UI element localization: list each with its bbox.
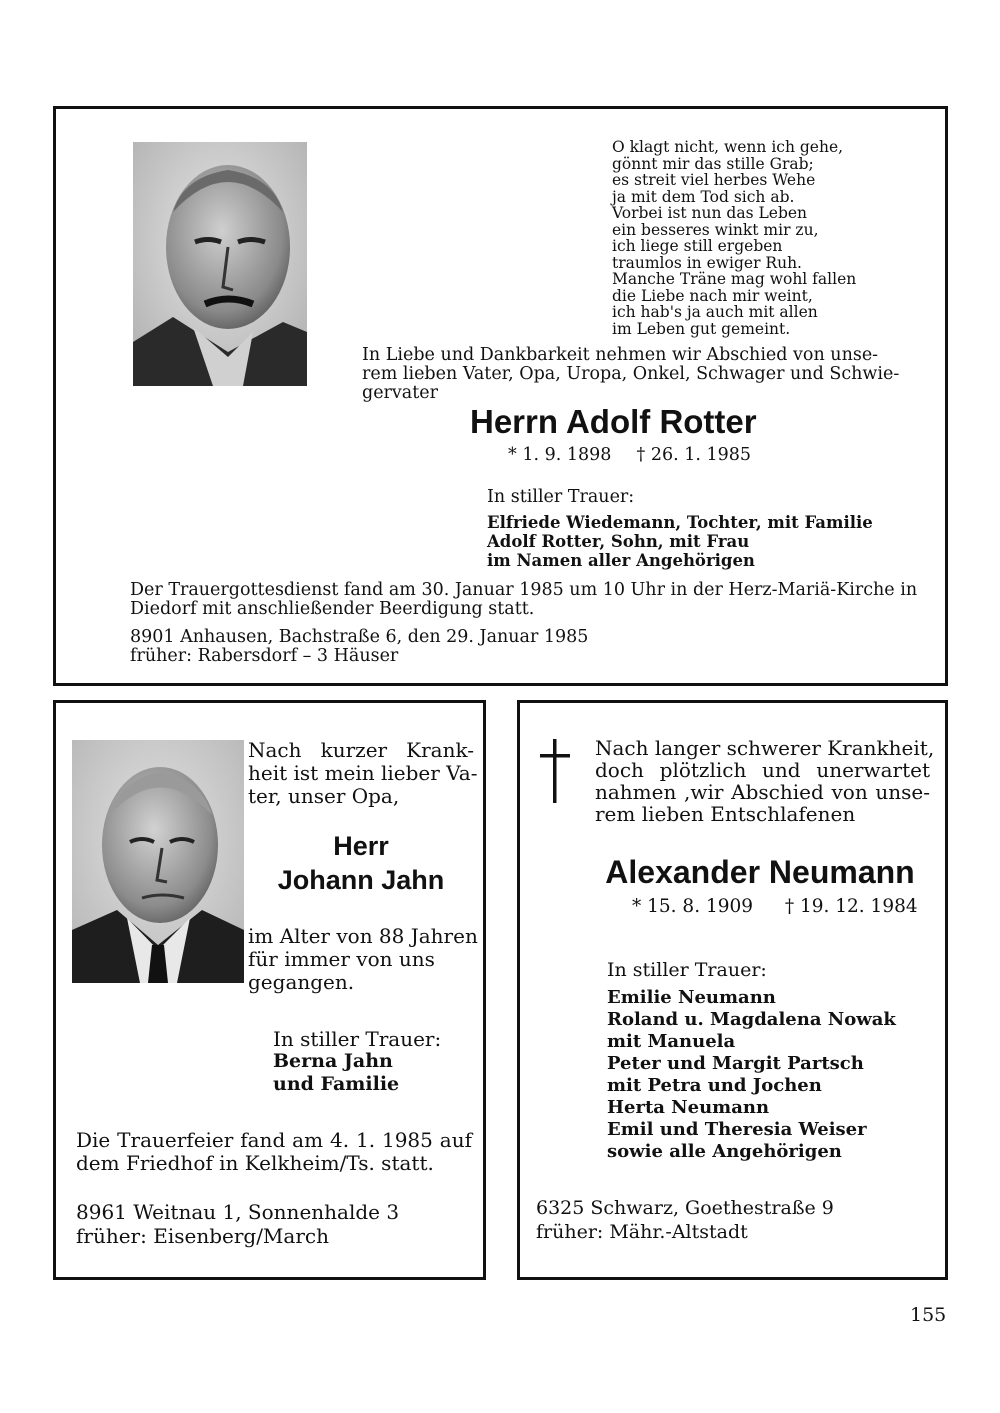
service-line: Diedorf mit anschließender Beerdigung statt. [130, 599, 535, 619]
after-line: für immer von uns [248, 947, 435, 971]
poem-line: gönnt mir das stille Grab; [612, 154, 814, 173]
obituary-johann-jahn [53, 700, 486, 1280]
poem-line: traumlos in ewiger Ruh. [612, 253, 802, 272]
poem-line: im Leben gut gemeint. [612, 319, 791, 338]
service-line: Die Trauerfeier fand am 4. 1. 1985 auf [76, 1128, 472, 1152]
obituary-alexander-neumann [517, 700, 948, 1280]
intro-line: In Liebe und Dankbarkeit nehmen wir Abschied von unse- [362, 345, 879, 365]
mourners-list [487, 513, 873, 570]
cross-icon [540, 739, 570, 803]
after-text [248, 925, 478, 994]
after-line: gegangen. [248, 970, 355, 994]
address [130, 628, 588, 666]
intro-line: gervater [362, 383, 438, 403]
address-line: 8961 Weitnau 1, Sonnenhalde 3 [76, 1200, 400, 1224]
intro-line: rem lieben Vater, Opa, Uropa, Onkel, Schwager und Schwie- [362, 364, 900, 384]
mourner: mit Petra und Jochen [607, 1075, 822, 1096]
poem [612, 139, 856, 337]
mourner: Adolf Rotter, Sohn, mit Frau [487, 532, 750, 551]
poem-line: es streit viel herbes Wehe [612, 171, 816, 189]
address-line: früher: Mähr.-Altstadt [536, 1221, 748, 1243]
address-line: früher: Eisenberg/March [76, 1224, 329, 1248]
poem-line: ich liege still ergeben [612, 237, 783, 255]
intro-line: heit ist mein lieber Va- [248, 761, 478, 785]
mourner: Roland u. Magdalena Nowak [607, 1009, 896, 1030]
mourner: Peter und Margit Partsch [607, 1053, 864, 1074]
intro-line: rem lieben Entschlafenen [595, 802, 856, 826]
mourner: mit Manuela [607, 1031, 736, 1052]
service-info [130, 581, 917, 619]
portrait-illustration [133, 142, 307, 386]
intro-text [362, 345, 900, 403]
portrait-photo-adolf-rotter [133, 142, 307, 386]
death-date: † 26. 1. 1985 [636, 445, 752, 465]
intro-line: Nach langer schwerer Krankheit, [595, 736, 935, 760]
mourner: und Familie [273, 1073, 400, 1095]
portrait-illustration [72, 740, 244, 983]
poem-line: Manche Träne mag wohl fallen [612, 270, 857, 288]
page-number: 155 [910, 1304, 947, 1326]
birth-date: * 15. 8. 1909 [632, 896, 754, 917]
after-line: im Alter von 88 Jahren [248, 924, 478, 948]
mourning-label: In stiller Trauer: [487, 487, 635, 507]
obituary-adolf-rotter [53, 106, 948, 686]
poem-line: Vorbei ist nun das Leben [612, 204, 808, 222]
intro-line: ter, unser Opa, [248, 784, 400, 808]
address-line: früher: Rabersdorf – 3 Häuser [130, 646, 399, 666]
name-title: Herr [333, 831, 389, 861]
mourner: im Namen aller Angehörigen [487, 551, 755, 570]
poem-line: die Liebe nach mir weint, [612, 286, 813, 305]
poem-line: ein besseres winkt mir zu, [612, 220, 819, 239]
life-dates [508, 446, 751, 465]
intro-line: Nach kurzer Krank- [248, 738, 474, 762]
life-dates [632, 896, 918, 917]
service-line: Der Trauergottesdienst fand am 30. Januar 1985 um 10 Uhr in der Herz-Mariä-Kirche in [130, 580, 918, 600]
intro-line: nahmen ,wir Abschied von unse- [595, 780, 930, 804]
address-line: 6325 Schwarz, Goethestraße 9 [536, 1197, 834, 1219]
deceased-name [248, 829, 474, 897]
mourning-label: In stiller Trauer: [273, 1027, 442, 1051]
deceased-name: Alexander Neumann [605, 854, 915, 890]
poem-line: ja mit dem Tod sich ab. [612, 187, 795, 206]
address [76, 1200, 399, 1248]
death-date: † 19. 12. 1984 [784, 896, 918, 917]
service-info [76, 1129, 472, 1175]
intro-line: doch plötzlich und unerwartet [595, 758, 930, 782]
mourning-label: In stiller Trauer: [607, 959, 767, 981]
service-line: dem Friedhof in Kelkheim/Ts. statt. [76, 1151, 434, 1175]
mourner: Berna Jahn [273, 1050, 393, 1072]
birth-date: * 1. 9. 1898 [508, 445, 612, 465]
address-line: 8901 Anhausen, Bachstraße 6, den 29. Januar 1985 [130, 627, 589, 647]
mourner: Emilie Neumann [607, 987, 776, 1008]
intro-text [248, 738, 478, 808]
mourners-list [607, 987, 896, 1163]
deceased-name: Herrn Adolf Rotter [470, 403, 757, 440]
poem-line: O klagt nicht, wenn ich gehe, [612, 138, 844, 156]
mourner: Herta Neumann [607, 1097, 770, 1118]
intro-text [595, 736, 935, 826]
mourner: sowie alle Angehörigen [607, 1141, 842, 1162]
mourners-list [273, 1050, 399, 1096]
mourner: Elfriede Wiedemann, Tochter, mit Familie [487, 513, 873, 532]
mourner: Emil und Theresia Weiser [607, 1119, 867, 1140]
address [536, 1196, 834, 1244]
portrait-photo-johann-jahn [72, 740, 244, 983]
name-full: Johann Jahn [277, 865, 445, 895]
poem-line: ich hab's ja auch mit allen [612, 303, 818, 321]
